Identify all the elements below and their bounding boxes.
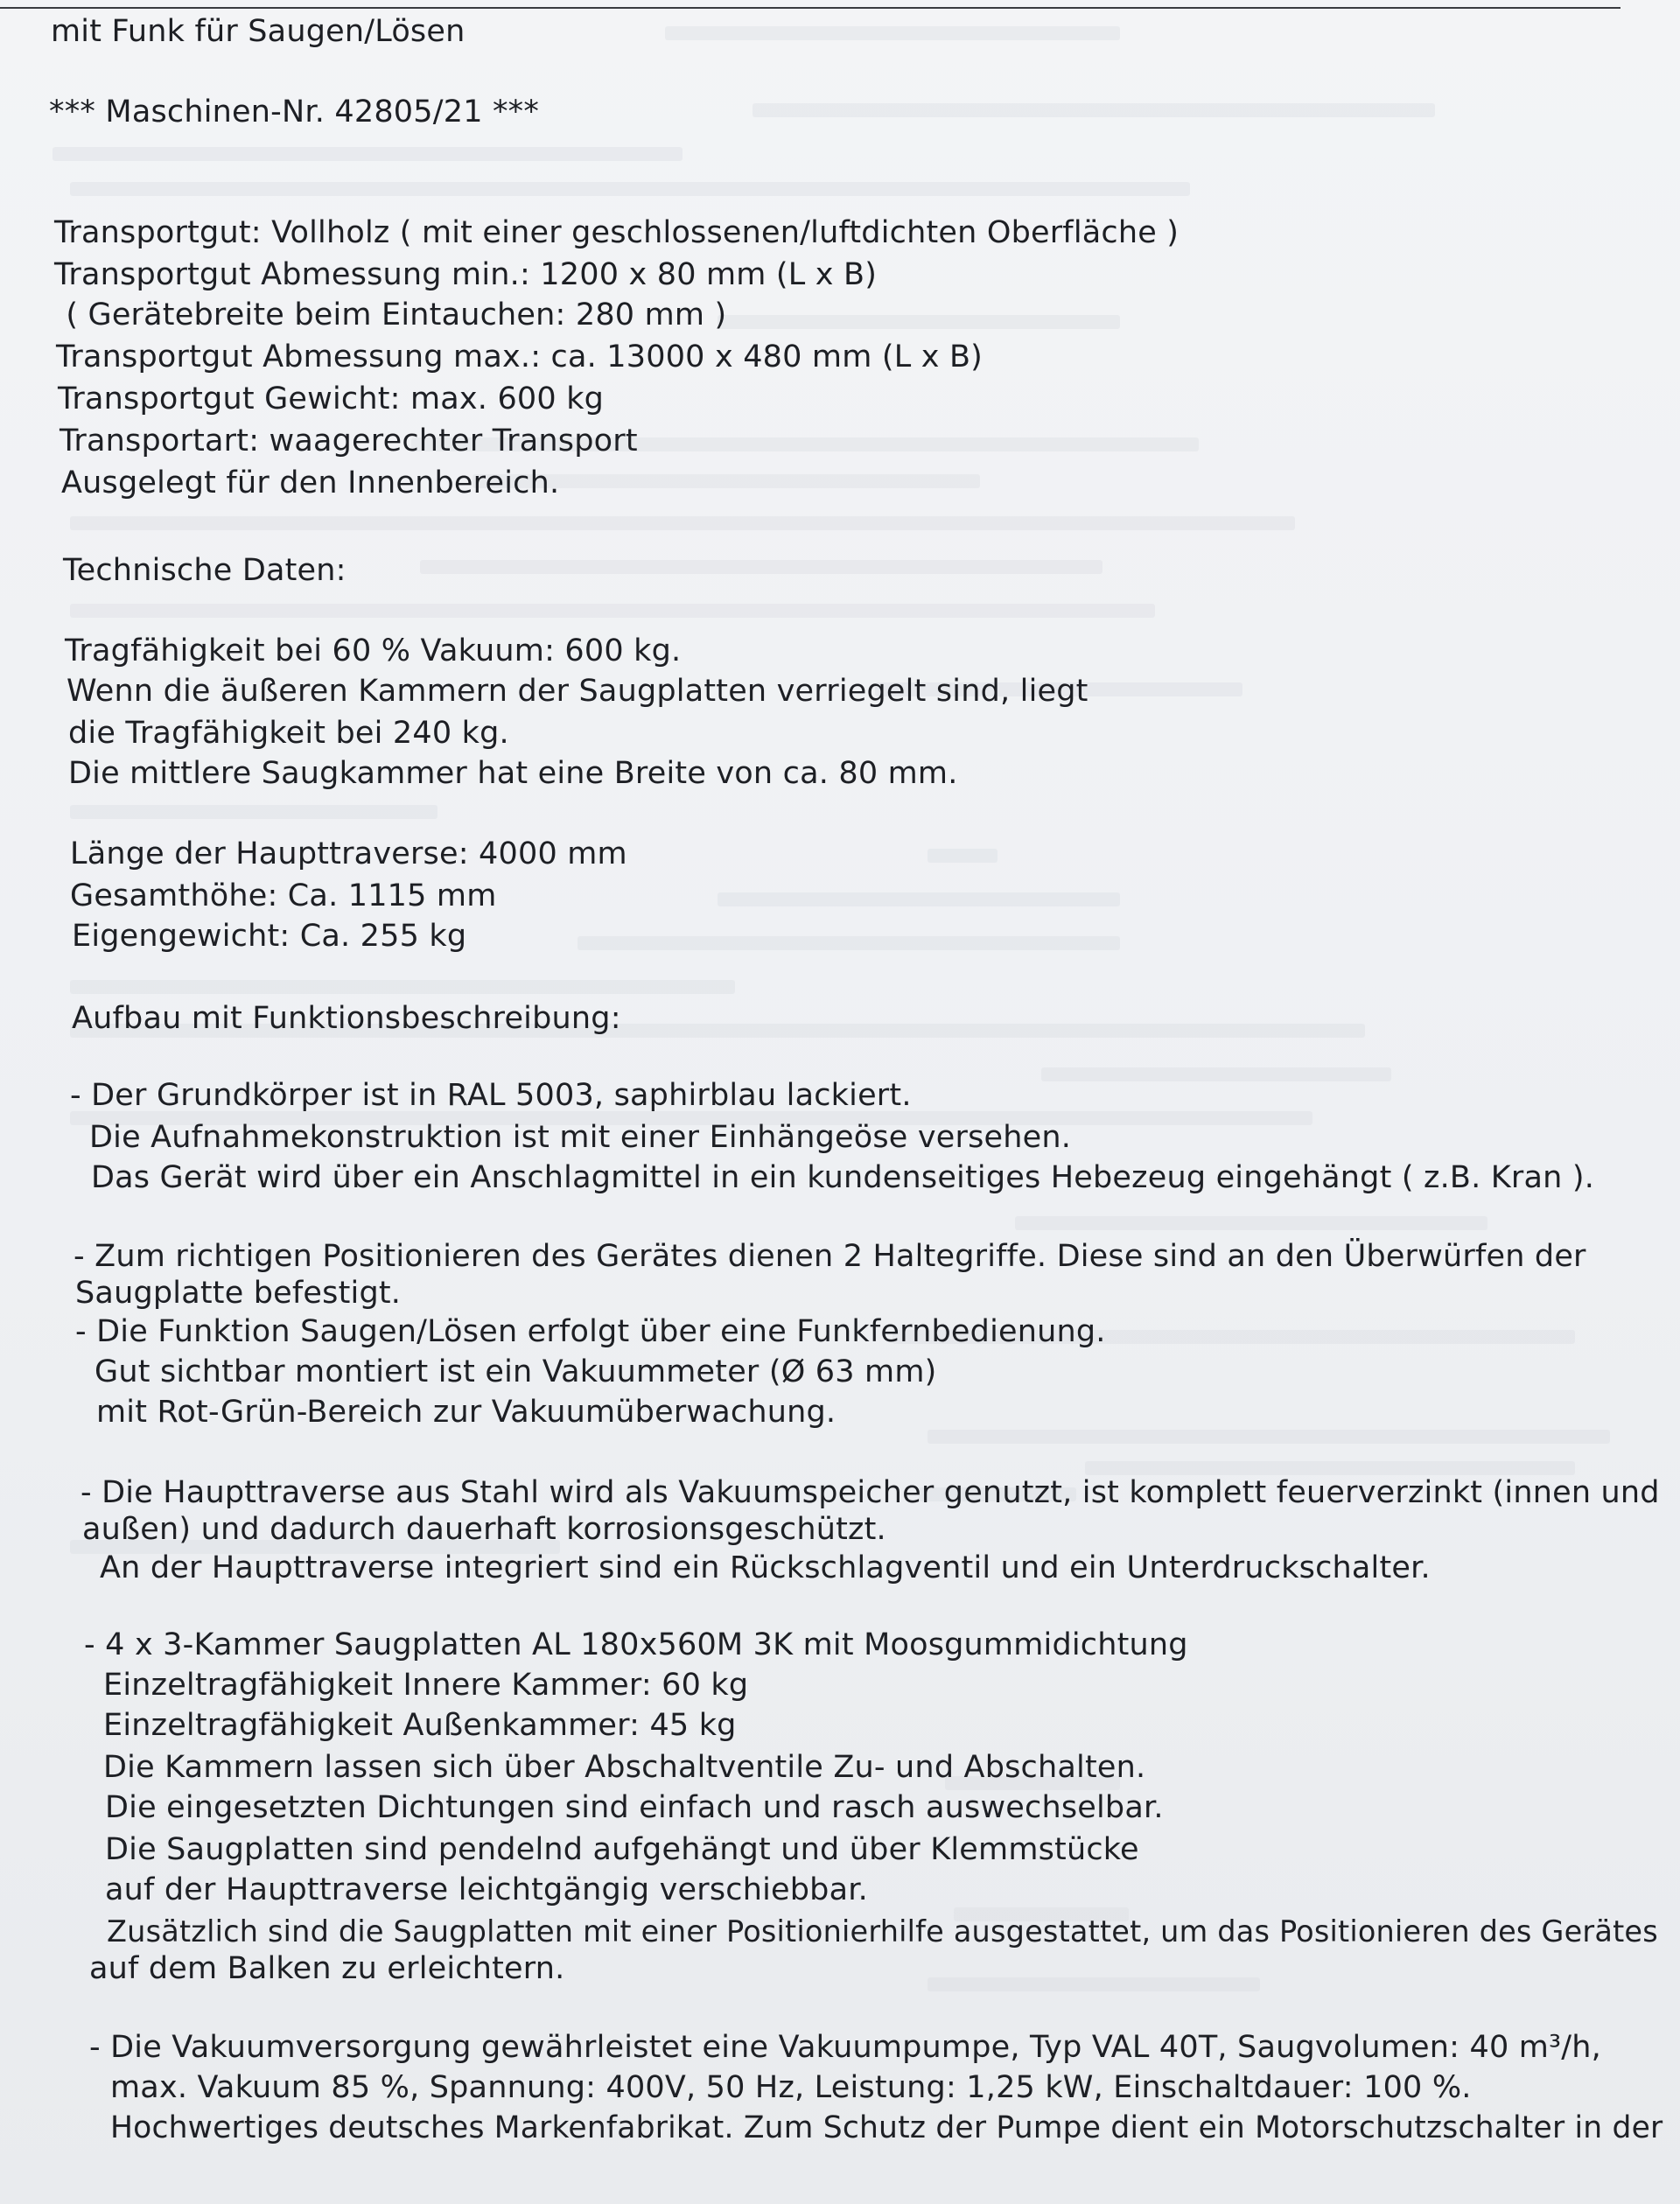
- text-line: - Zum richtigen Positionieren des Gerätes dienen 2 Haltegriffe. Diese sind an den Überwürfen der: [74, 1239, 1586, 1274]
- section-heading: Technische Daten:: [63, 553, 346, 588]
- text-line: Die mittlere Saugkammer hat eine Breite von ca. 80 mm.: [68, 756, 958, 791]
- text-line: - Die Vakuumversorgung gewährleistet eine Vakuumpumpe, Typ VAL 40T, Saugvolumen: 40 m³/h,: [89, 2030, 1601, 2065]
- text-line: Gut sichtbar montiert ist ein Vakuummeter (Ø 63 mm): [94, 1354, 937, 1389]
- text-line: Hochwertiges deutsches Markenfabrikat. Zum Schutz der Pumpe dient ein Motorschutzschalter in der: [110, 2110, 1663, 2145]
- text-line: An der Haupttraverse integriert sind ein Rückschlagventil und ein Unterdruckschalter.: [100, 1550, 1431, 1585]
- text-line: Einzeltragfähigkeit Innere Kammer: 60 kg: [103, 1668, 749, 1703]
- section-heading: Aufbau mit Funktionsbeschreibung:: [72, 1001, 621, 1036]
- text-line: Das Gerät wird über ein Anschlagmittel in ein kundenseitiges Hebezeug eingehängt ( z.B. Kran ).: [91, 1160, 1595, 1195]
- text-line: Die eingesetzten Dichtungen sind einfach und rasch auswechselbar.: [105, 1790, 1164, 1825]
- machine-number: *** Maschinen-Nr. 42805/21 ***: [49, 94, 540, 129]
- text-line: Eigengewicht: Ca. 255 kg: [72, 919, 467, 954]
- text-line: mit Rot-Grün-Bereich zur Vakuumüberwachung.: [96, 1395, 836, 1430]
- text-line: - 4 x 3-Kammer Saugplatten AL 180x560M 3K mit Moosgummidichtung: [84, 1627, 1188, 1662]
- text-line: Transportgut: Vollholz ( mit einer geschlossenen/luftdichten Oberfläche ): [54, 215, 1180, 250]
- text-line: - Die Haupttraverse aus Stahl wird als Vakuumspeicher genutzt, ist komplett feuerverzinkt (innen und: [80, 1475, 1660, 1510]
- text-line: außen) und dadurch dauerhaft korrosionsgeschützt.: [82, 1512, 886, 1547]
- text-line: Gesamthöhe: Ca. 1115 mm: [70, 878, 497, 913]
- text-line: auf dem Balken zu erleichtern.: [89, 1951, 565, 1986]
- text-line: Saugplatte befestigt.: [75, 1276, 402, 1311]
- text-line: Wenn die äußeren Kammern der Saugplatten verriegelt sind, liegt: [66, 674, 1088, 709]
- text-line: Transportgut Abmessung min.: 1200 x 80 mm (L x B): [54, 257, 878, 292]
- text-line: Tragfähigkeit bei 60 % Vakuum: 600 kg.: [65, 633, 682, 668]
- text-line: Ausgelegt für den Innenbereich.: [61, 465, 560, 500]
- text-line: Die Kammern lassen sich über Abschaltventile Zu- und Abschalten.: [103, 1750, 1146, 1785]
- text-line: Die Aufnahmekonstruktion ist mit einer Einhängeöse versehen.: [89, 1120, 1072, 1155]
- text-line: - Der Grundkörper ist in RAL 5003, saphirblau lackiert.: [70, 1078, 912, 1113]
- text-line: max. Vakuum 85 %, Spannung: 400V, 50 Hz, Leistung: 1,25 kW, Einschaltdauer: 100 %.: [110, 2070, 1472, 2105]
- text-line: Transportart: waagerechter Transport: [60, 423, 638, 458]
- text-line: auf der Haupttraverse leichtgängig verschiebbar.: [105, 1872, 868, 1907]
- text-line: Transportgut Gewicht: max. 600 kg: [58, 381, 605, 416]
- text-line: Die Saugplatten sind pendelnd aufgehängt und über Klemmstücke: [105, 1832, 1139, 1867]
- text-line: die Tragfähigkeit bei 240 kg.: [68, 716, 509, 751]
- top-rule: [0, 7, 1620, 9]
- text-line: Transportgut Abmessung max.: ca. 13000 x 480 mm (L x B): [56, 339, 984, 374]
- text-line: Zusätzlich sind die Saugplatten mit einer Positionierhilfe ausgestattet, um das Positionieren des Gerätes: [107, 1914, 1658, 1949]
- text-line: Einzeltragfähigkeit Außenkammer: 45 kg: [103, 1708, 737, 1743]
- text-line: mit Funk für Saugen/Lösen: [51, 14, 466, 49]
- text-line: - Die Funktion Saugen/Lösen erfolgt über eine Funkfernbedienung.: [75, 1314, 1106, 1349]
- text-line: ( Gerätebreite beim Eintauchen: 280 mm ): [56, 297, 727, 332]
- text-line: Länge der Haupttraverse: 4000 mm: [70, 836, 627, 871]
